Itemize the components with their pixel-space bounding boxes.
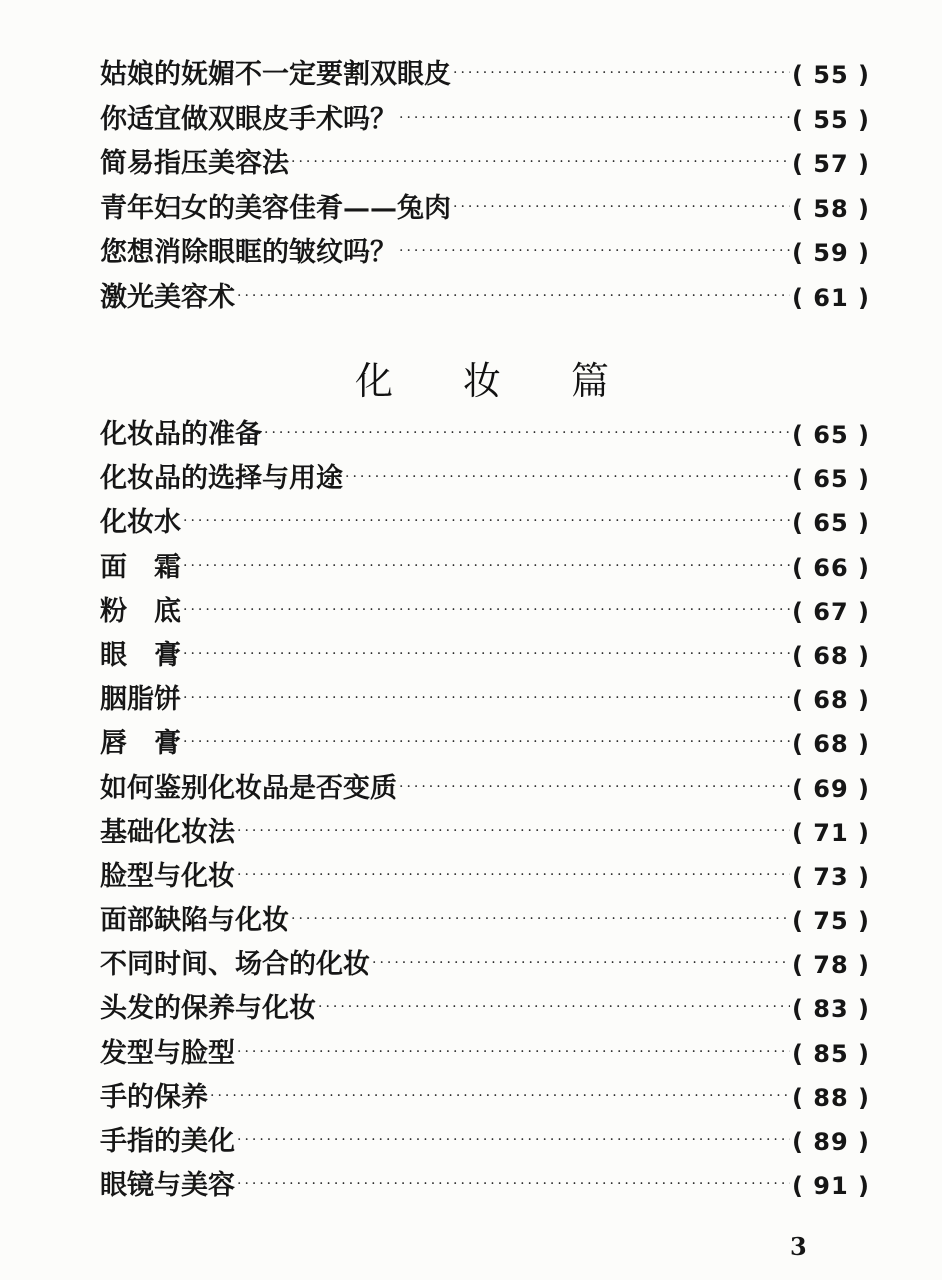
entry-page-ref: ( 88 )	[791, 1083, 870, 1112]
entry-page-ref: ( 58 )	[791, 194, 870, 223]
entry-title: 面 霜	[100, 551, 181, 583]
toc-list-top	[100, 53, 870, 320]
entry-page-ref: ( 91 )	[791, 1172, 870, 1201]
entry-page-ref: ( 61 )	[791, 283, 870, 312]
entry-page-ref: ( 75 )	[791, 907, 870, 936]
dot-leader	[453, 51, 790, 96]
toc-entry	[100, 231, 870, 276]
entry-page-ref: ( 71 )	[791, 818, 870, 847]
entry-page-ref: ( 68 )	[791, 641, 870, 670]
entry-page-ref: ( 55 )	[791, 61, 870, 89]
toc-entry	[100, 678, 870, 722]
entry-title: 眼 膏	[100, 639, 181, 671]
entry-title: 化妆品的选择与用途	[100, 463, 343, 495]
dot-leader	[318, 985, 790, 1029]
entry-title: 头发的保养与化妆	[100, 993, 316, 1025]
entry-page-ref: ( 67 )	[791, 597, 870, 626]
dot-leader	[237, 1030, 790, 1074]
toc-entry	[100, 546, 870, 590]
dot-leader	[291, 140, 790, 185]
entry-page-ref: ( 65 )	[791, 509, 870, 538]
toc-entry	[100, 187, 870, 232]
entry-title: 化妆品的准备	[100, 419, 262, 450]
entry-title: 简易指压美容法	[100, 148, 289, 179]
entry-page-ref: ( 85 )	[791, 1039, 870, 1068]
toc-entry	[100, 899, 870, 943]
dot-leader	[264, 411, 790, 455]
dot-leader	[237, 274, 790, 319]
entry-page-ref: ( 68 )	[791, 730, 870, 759]
entry-title: 手指的美化	[100, 1126, 235, 1157]
dot-leader	[372, 941, 790, 985]
section-heading: 化妆篇	[355, 359, 680, 403]
dot-leader	[183, 499, 790, 543]
dot-leader	[237, 809, 790, 853]
toc-entry	[100, 943, 870, 987]
entry-title: 您想消除眼眶的皱纹吗？	[100, 237, 397, 268]
toc-entry	[100, 1120, 870, 1164]
dot-leader	[237, 853, 790, 897]
toc-entry	[100, 811, 870, 855]
entry-page-ref: ( 83 )	[791, 995, 870, 1024]
entry-title: 脸型与化妆	[100, 860, 235, 892]
entry-page-ref: ( 57 )	[791, 150, 870, 178]
dot-leader	[237, 1118, 790, 1162]
toc-entry	[100, 276, 870, 321]
entry-title: 你适宜做双眼皮手术吗？	[100, 103, 397, 135]
toc-entry	[100, 634, 870, 678]
entry-page-ref: ( 66 )	[791, 553, 870, 582]
dot-leader	[345, 455, 790, 499]
entry-page-ref: ( 65 )	[791, 421, 870, 449]
entry-title: 激光美容术	[100, 281, 235, 313]
dot-leader	[210, 1074, 790, 1118]
entry-title: 化妆水	[100, 507, 181, 539]
toc-entry	[100, 767, 870, 811]
entry-title: 青年妇女的美容佳肴——兔肉	[100, 192, 451, 224]
toc-entry	[100, 1076, 870, 1120]
entry-page-ref: ( 65 )	[791, 465, 870, 494]
toc-entry	[100, 987, 870, 1031]
entry-title: 唇 膏	[100, 728, 181, 760]
dot-leader	[399, 765, 790, 809]
toc-entry	[100, 98, 870, 143]
toc-entry	[100, 413, 870, 457]
entry-title: 发型与脸型	[100, 1037, 235, 1069]
toc-list-section	[100, 413, 870, 1208]
dot-leader	[183, 632, 790, 676]
entry-page-ref: ( 78 )	[791, 951, 870, 980]
toc-entry	[100, 590, 870, 634]
dot-leader	[183, 544, 790, 588]
dot-leader	[183, 720, 790, 764]
dot-leader	[183, 588, 790, 632]
entry-title: 如何鉴别化妆品是否变质	[100, 772, 397, 804]
dot-leader	[399, 96, 790, 141]
entry-page-ref: ( 68 )	[791, 686, 870, 715]
dot-leader	[453, 185, 790, 230]
dot-leader	[399, 229, 790, 274]
entry-page-ref: ( 89 )	[791, 1128, 870, 1156]
entry-title: 姑娘的妩媚不一定要割双眼皮	[100, 59, 451, 90]
entry-title: 基础化妆法	[100, 816, 235, 848]
entry-title: 面部缺陷与化妆	[100, 905, 289, 937]
page-number: 3	[790, 1232, 807, 1261]
entry-page-ref: ( 73 )	[791, 862, 870, 891]
toc-entry	[100, 53, 870, 98]
entry-title: 粉 底	[100, 595, 181, 627]
toc-entry	[100, 855, 870, 899]
dot-leader	[183, 676, 790, 720]
toc-entry	[100, 501, 870, 545]
entry-page-ref: ( 55 )	[791, 105, 870, 134]
toc-entry	[100, 1032, 870, 1076]
toc-entry	[100, 457, 870, 501]
entry-title: 不同时间、场合的化妆	[100, 949, 370, 981]
dot-leader	[291, 897, 790, 941]
toc-entry	[100, 722, 870, 766]
dot-leader	[237, 1162, 790, 1206]
toc-entry	[100, 142, 870, 187]
entry-page-ref: ( 59 )	[791, 239, 870, 267]
entry-page-ref: ( 69 )	[791, 774, 870, 803]
entry-title: 手的保养	[100, 1081, 208, 1113]
entry-title: 眼镜与美容	[100, 1170, 235, 1202]
toc-entry	[100, 1164, 870, 1208]
entry-title: 胭脂饼	[100, 684, 181, 716]
